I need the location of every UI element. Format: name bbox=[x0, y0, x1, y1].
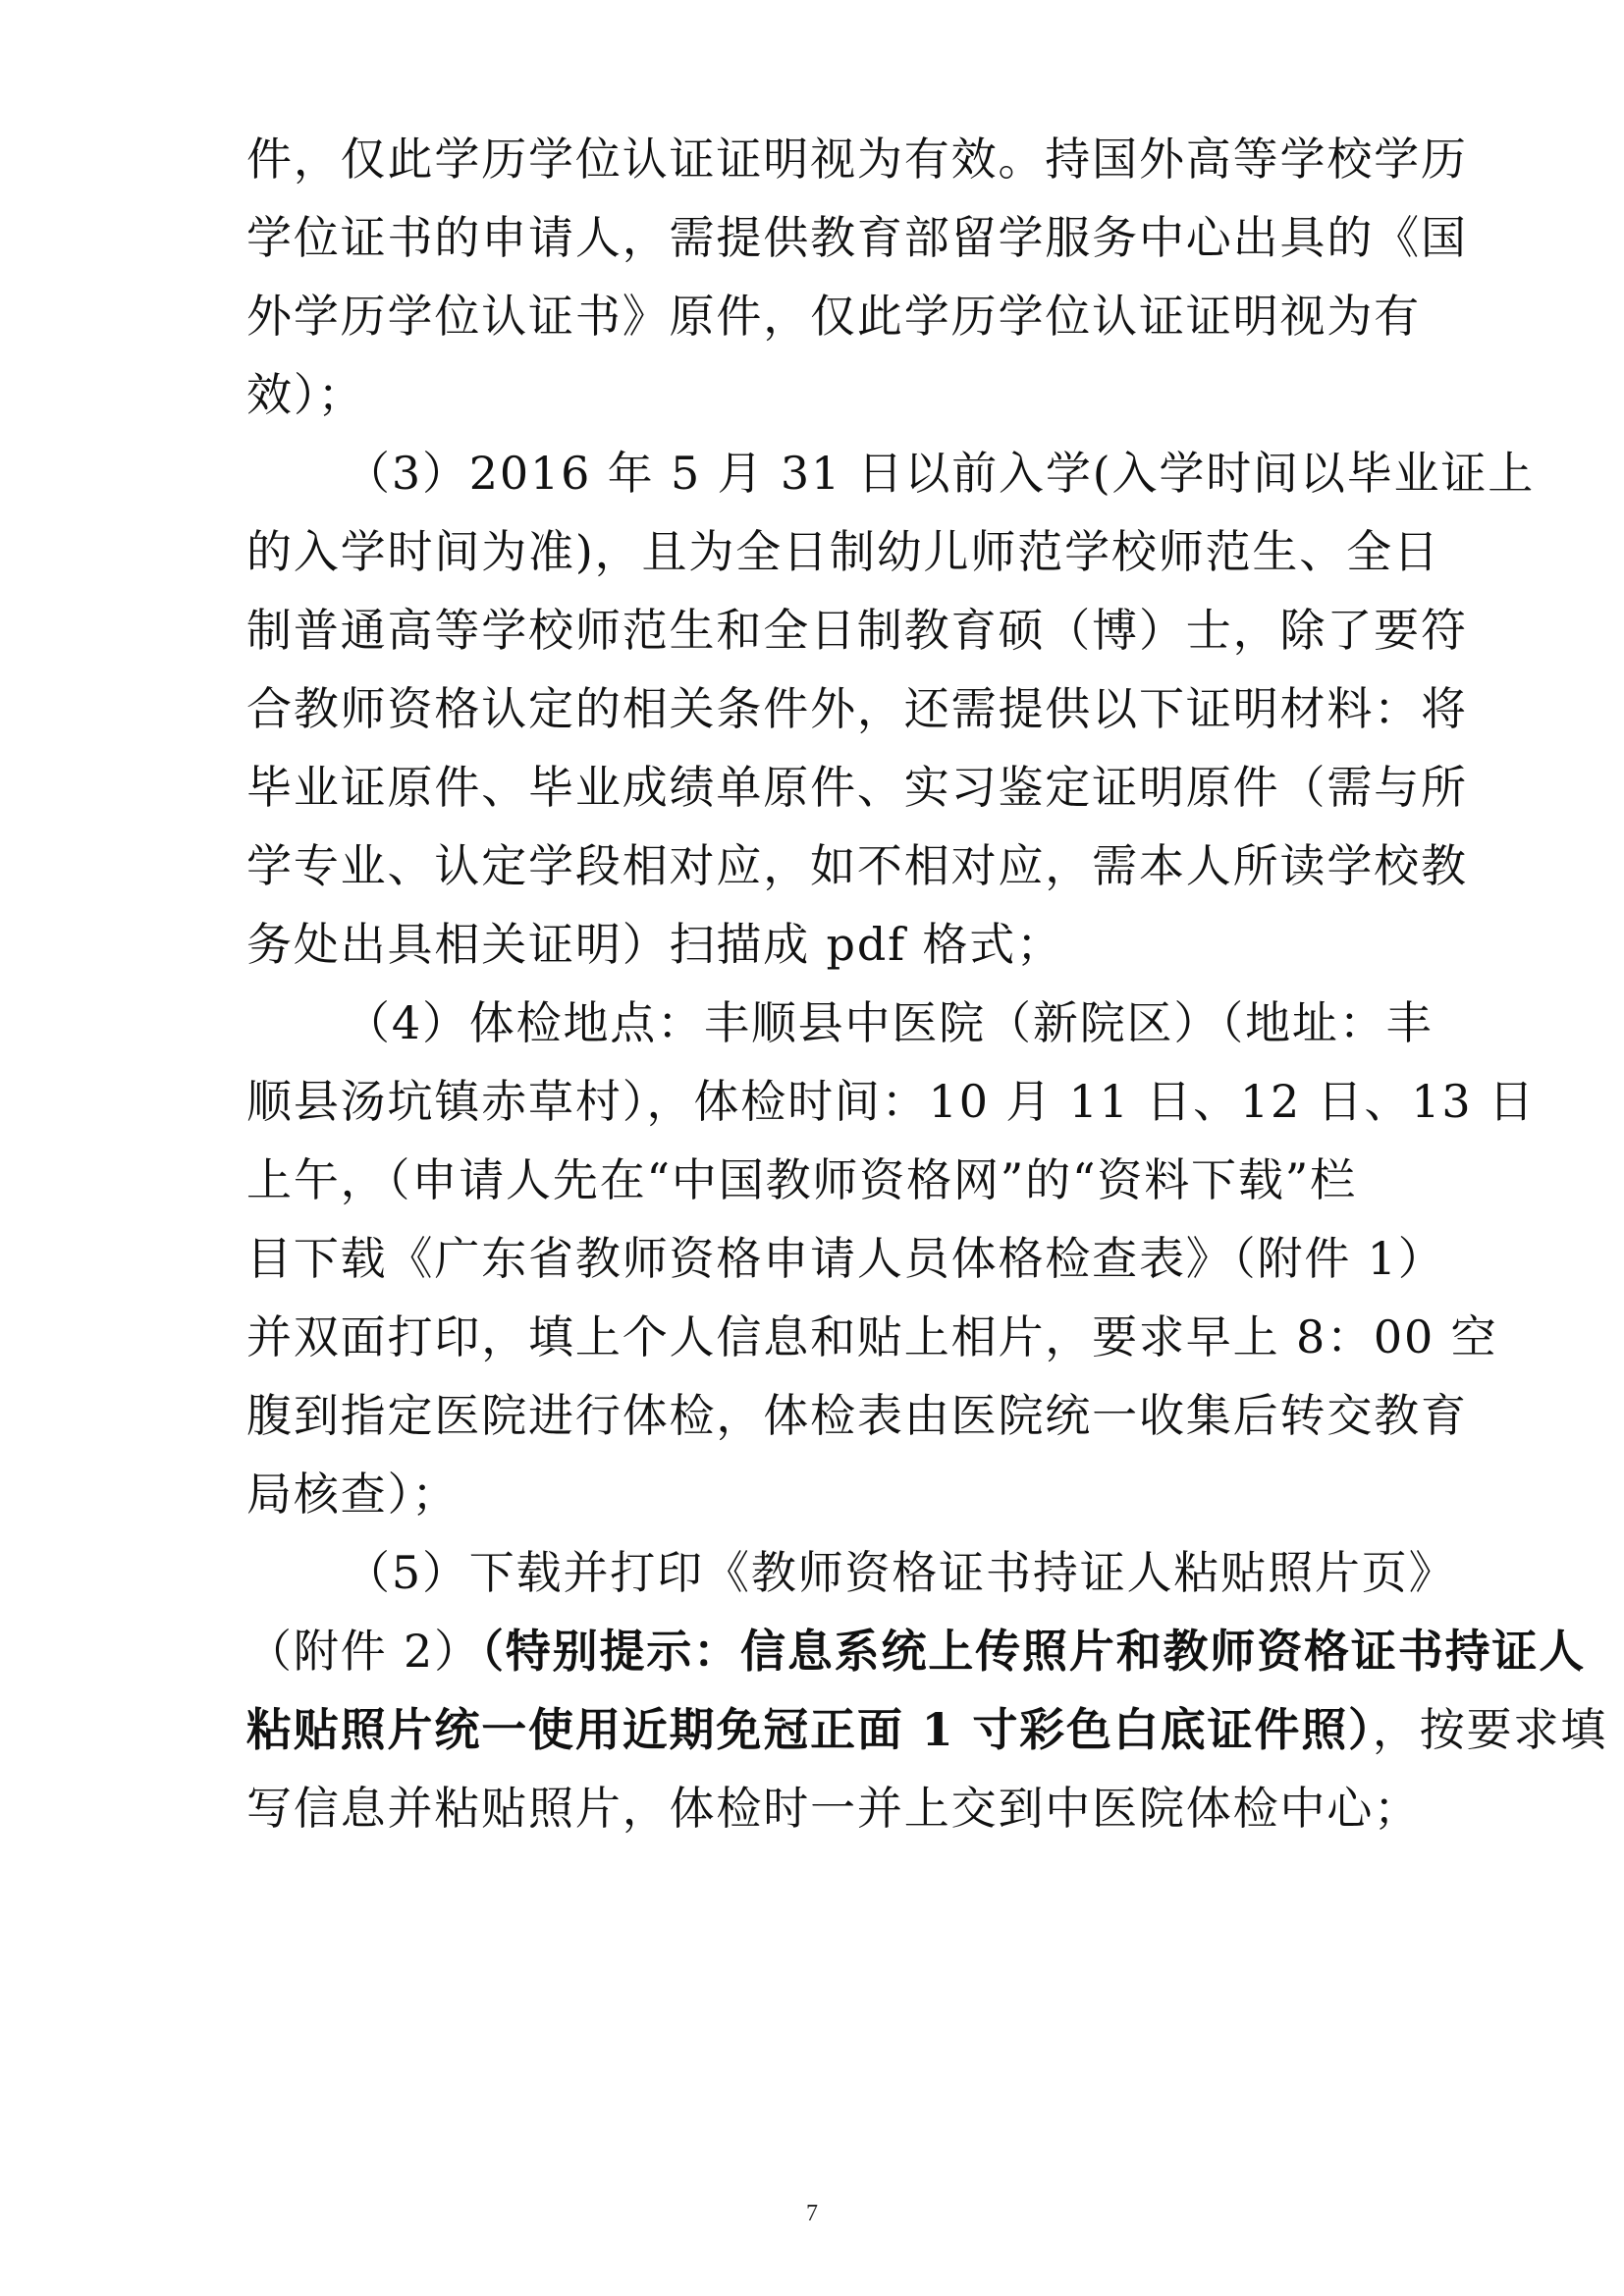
text-run: 目下载《广东省教师资格申请人员体格检查表》（附件 1） bbox=[246, 1232, 1445, 1285]
text-run: （附件 2） bbox=[246, 1625, 481, 1678]
text-run: 并双面打印，填上个人信息和贴上相片，要求早上 8：00 空 bbox=[246, 1310, 1498, 1363]
text-line bbox=[246, 1376, 1468, 1455]
text-run: 顺县汤坑镇赤草村），体检时间：10 月 11 日、12 日、13 日 bbox=[246, 1075, 1536, 1128]
text-line bbox=[246, 669, 1468, 748]
text-run: 写信息并粘贴照片，体检时一并上交到中医院体检中心； bbox=[246, 1782, 1421, 1835]
text-line bbox=[246, 748, 1468, 827]
text-run: 合教师资格认定的相关条件外，还需提供以下证明材料：将 bbox=[246, 682, 1468, 735]
special-notice-bold: （特别提示：信息系统上传照片和教师资格证书持证人 bbox=[480, 1625, 1587, 1678]
paragraph-5-first-line bbox=[345, 1533, 1456, 1612]
paragraph-3-first-line bbox=[345, 434, 1536, 512]
text-run: 件，仅此学历学位认证证明视为有效。持国外高等学校学历 bbox=[246, 133, 1468, 186]
text-line bbox=[246, 355, 1385, 434]
text-run: （5）下载并打印《教师资格证书持证人粘贴照片页》 bbox=[345, 1546, 1456, 1599]
text-run: 毕业证原件、毕业成绩单原件、实习鉴定证明原件（需与所 bbox=[246, 761, 1468, 814]
text-run: ，按要求填 bbox=[1372, 1703, 1608, 1756]
text-line bbox=[246, 198, 1468, 277]
text-run: 腹到指定医院进行体检，体检表由医院统一收集后转交教育 bbox=[246, 1389, 1468, 1442]
text-run: 学位证书的申请人，需提供教育部留学服务中心出具的《国 bbox=[246, 211, 1468, 264]
text-line bbox=[246, 1141, 1385, 1219]
text-line bbox=[246, 1219, 1445, 1298]
text-run: （4）体检地点：丰顺县中医院（新院区）（地址：丰 bbox=[345, 996, 1434, 1049]
text-line bbox=[246, 1612, 1587, 1690]
text-line bbox=[246, 1690, 1608, 1769]
text-run: 学专业、认定学段相对应，如不相对应，需本人所读学校教 bbox=[246, 839, 1468, 892]
text-line bbox=[246, 905, 1385, 984]
text-run: 上午，（申请人先在“中国教师资格网”的“资料下载”栏 bbox=[246, 1153, 1357, 1206]
text-line bbox=[246, 1455, 1385, 1533]
text-run: 局核查）； bbox=[246, 1468, 460, 1521]
paragraph-4-first-line bbox=[345, 984, 1434, 1062]
special-notice-bold: 粘贴照片统一使用近期免冠正面 1 寸彩色白底证件照） bbox=[246, 1703, 1373, 1756]
text-line bbox=[246, 1769, 1421, 1847]
text-line bbox=[246, 1062, 1536, 1141]
text-line bbox=[246, 512, 1440, 591]
text-run: 外学历学位认证书》原件，仅此学历学位认证证明视为有 bbox=[246, 290, 1421, 343]
text-line bbox=[246, 277, 1421, 355]
text-run: 的入学时间为准)，且为全日制幼儿师范学校师范生、全日 bbox=[246, 525, 1440, 578]
text-run: 效）； bbox=[246, 368, 365, 421]
text-run: （3）2016 年 5 月 31 日以前入学(入学时间以毕业证上 bbox=[345, 447, 1536, 500]
text-line bbox=[246, 827, 1468, 905]
text-line bbox=[246, 120, 1468, 198]
text-line bbox=[246, 591, 1468, 669]
text-run: 制普通高等学校师范生和全日制教育硕（博）士，除了要符 bbox=[246, 604, 1468, 657]
text-run: 务处出具相关证明）扫描成 pdf 格式； bbox=[246, 918, 1063, 971]
text-line bbox=[246, 1298, 1498, 1376]
page-number: 7 bbox=[806, 2201, 818, 2226]
